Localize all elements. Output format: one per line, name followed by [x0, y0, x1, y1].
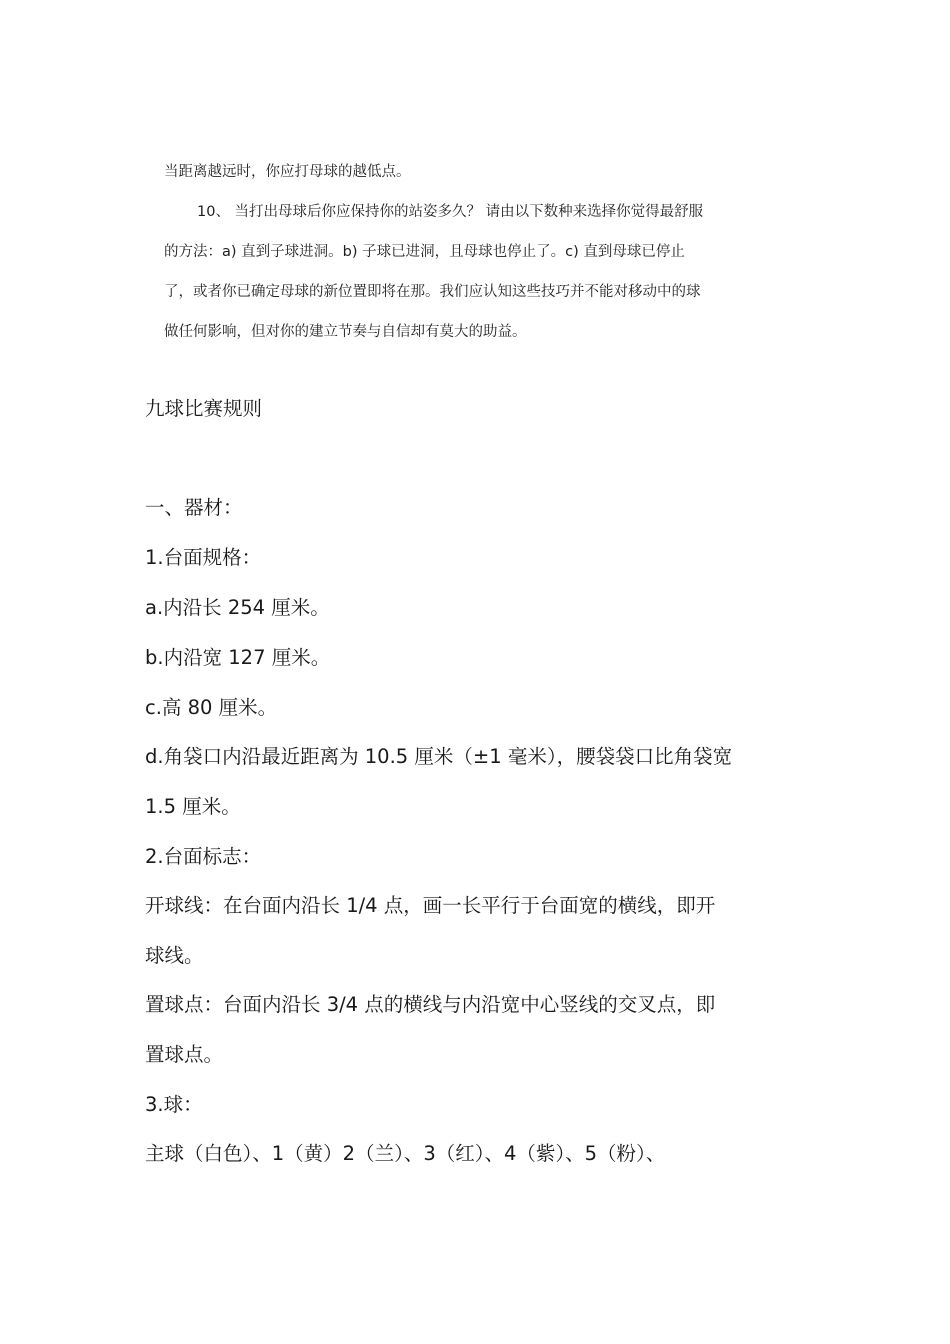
intro-line-4: 了，或者你已确定母球的新位置即将在那。我们应认知这些技巧并不能对移动中的球: [164, 284, 701, 300]
table-spec-pocket-line-2: 1.5 厘米。: [145, 795, 241, 818]
break-line-text-1: 开球线：在台面内沿长 1/4 点，画一长平行于台面宽的横线，即开: [145, 894, 716, 917]
intro-line-3: 的方法：a) 直到子球进洞。b) 子球已进洞，且母球也停止了。c) 直到母球已停止: [164, 244, 685, 260]
table-spec-length: a.内沿长 254 厘米。: [145, 596, 330, 619]
balls-heading: 3.球：: [145, 1093, 203, 1116]
foot-spot-text-2: 置球点。: [145, 1043, 224, 1066]
section-equipment-heading: 一、器材：: [145, 496, 243, 519]
table-markings-heading: 2.台面标志：: [145, 845, 262, 868]
table-spec-width: b.内沿宽 127 厘米。: [145, 646, 331, 669]
balls-list-line-1: 主球（白色）、1（黄）2（兰）、3（红）、4（紫）、5（粉）、: [145, 1142, 666, 1165]
table-spec-heading: 1.台面规格：: [145, 546, 262, 569]
table-spec-pocket-line-1: d.角袋口内沿最近距离为 10.5 厘米（±1 毫米），腰袋袋口比角袋宽: [145, 745, 733, 768]
foot-spot-text-1: 置球点：台面内沿长 3/4 点的横线与内沿宽中心竖线的交叉点，即: [145, 993, 716, 1016]
page-title: 九球比赛规则: [145, 397, 263, 420]
intro-line-1: 当距离越远时，你应打母球的越低点。: [164, 164, 411, 180]
intro-line-5: 做任何影响，但对你的建立节奏与自信却有莫大的助益。: [164, 324, 527, 340]
break-line-text-2: 球线。: [145, 944, 204, 967]
table-spec-height: c.高 80 厘米。: [145, 696, 278, 719]
intro-line-2: 10、 当打出母球后你应保持你的站姿多久？ 请由以下数种来选择你觉得最舒服: [197, 204, 704, 220]
